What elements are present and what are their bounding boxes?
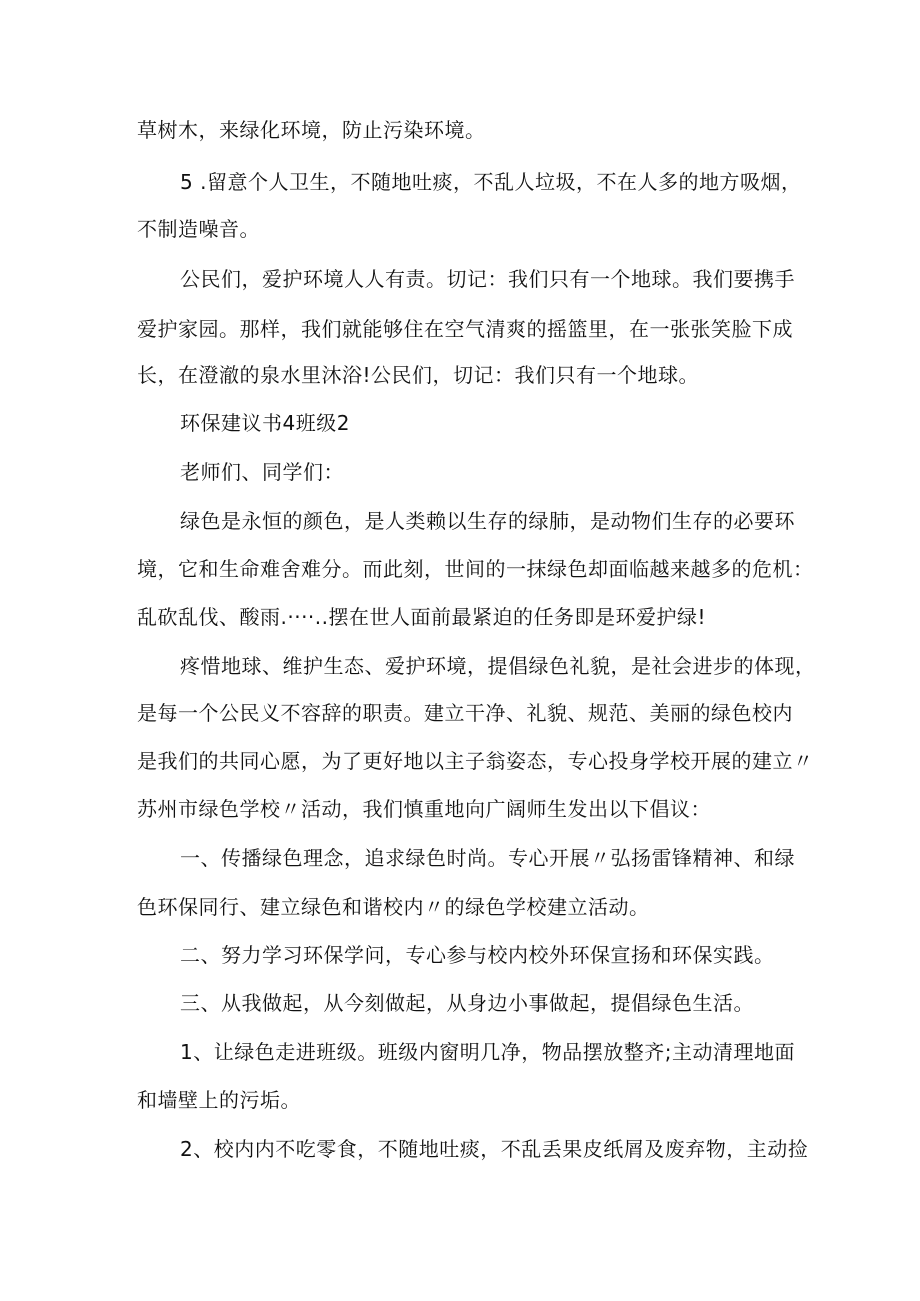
text-line-14: 是我们的共同心愿，为了更好地以主子翁姿态，专心投身学校开展的建立〃 xyxy=(137,749,814,773)
salutation: 老师们、同学们： xyxy=(180,460,344,484)
text-line-3: 不制造噪音。 xyxy=(137,217,260,241)
text-line-20: 1、让绿色走进班级。班级内窗明几净，物品摆放整齐;主动清理地面 xyxy=(180,1040,795,1064)
text-line-1: 草树木，来绿化环境，防止污染环境。 xyxy=(137,118,486,142)
text-line-17: 色环保同行、建立绿色和谐校内〃的绿色学校建立活动。 xyxy=(137,895,650,919)
text-line-18: 二、努力学习环保学问，专心参与校内校外环保宣扬和环保实践。 xyxy=(180,943,775,967)
text-line-15: 苏州市绿色学校〃活动，我们慎重地向广阔师生发出以下倡议： xyxy=(137,797,711,821)
text-line-2: 5 .留意个人卫生，不随地吐痰，不乱人垃圾，不在人多的地方吸烟， xyxy=(180,170,802,194)
text-line-4: 公民们，爱护环境人人有责。切记：我们只有一个地球。我们要携手 xyxy=(180,267,795,291)
text-line-11: 乱砍乱伐、酸雨.····..摆在世人面前最紧迫的任务即是环爱护绿! xyxy=(137,605,707,629)
text-line-6: 长，在澄澈的泉水里沐浴!公民们，切记：我们只有一个地球。 xyxy=(137,363,700,387)
text-line-9: 绿色是永恒的颜色，是人类赖以生存的绿肺，是动物们生存的必要环 xyxy=(180,509,795,533)
text-line-16: 一、传播绿色理念，追求绿色时尚。专心开展〃弘扬雷锋精神、和绿 xyxy=(180,846,795,870)
text-line-13: 是每一个公民义不容辞的职责。建立干净、礼貌、规范、美丽的绿色校内 xyxy=(137,701,793,725)
text-line-22: 2、校内内不吃零食，不随地吐痰，不乱丢果皮纸屑及废弃物，主动捡 xyxy=(180,1137,809,1161)
text-line-21: 和墙壁上的污垢。 xyxy=(137,1088,301,1112)
text-line-5: 爱护家园。那样，我们就能够住在空气清爽的摇篮里，在一张张笑脸下成 xyxy=(137,317,793,341)
text-line-12: 疼惜地球、维护生态、爱护环境，提倡绿色礼貌，是社会进步的体现， xyxy=(180,654,816,678)
text-line-19: 三、从我做起，从今刻做起，从身边小事做起，提倡绿色生活。 xyxy=(180,991,754,1015)
section-heading: 环保建议书4班级2 xyxy=(180,411,350,435)
text-line-10: 境，它和生命难舍难分。而此刻，世间的一抹绿色却面临越来越多的危机： xyxy=(137,557,814,581)
